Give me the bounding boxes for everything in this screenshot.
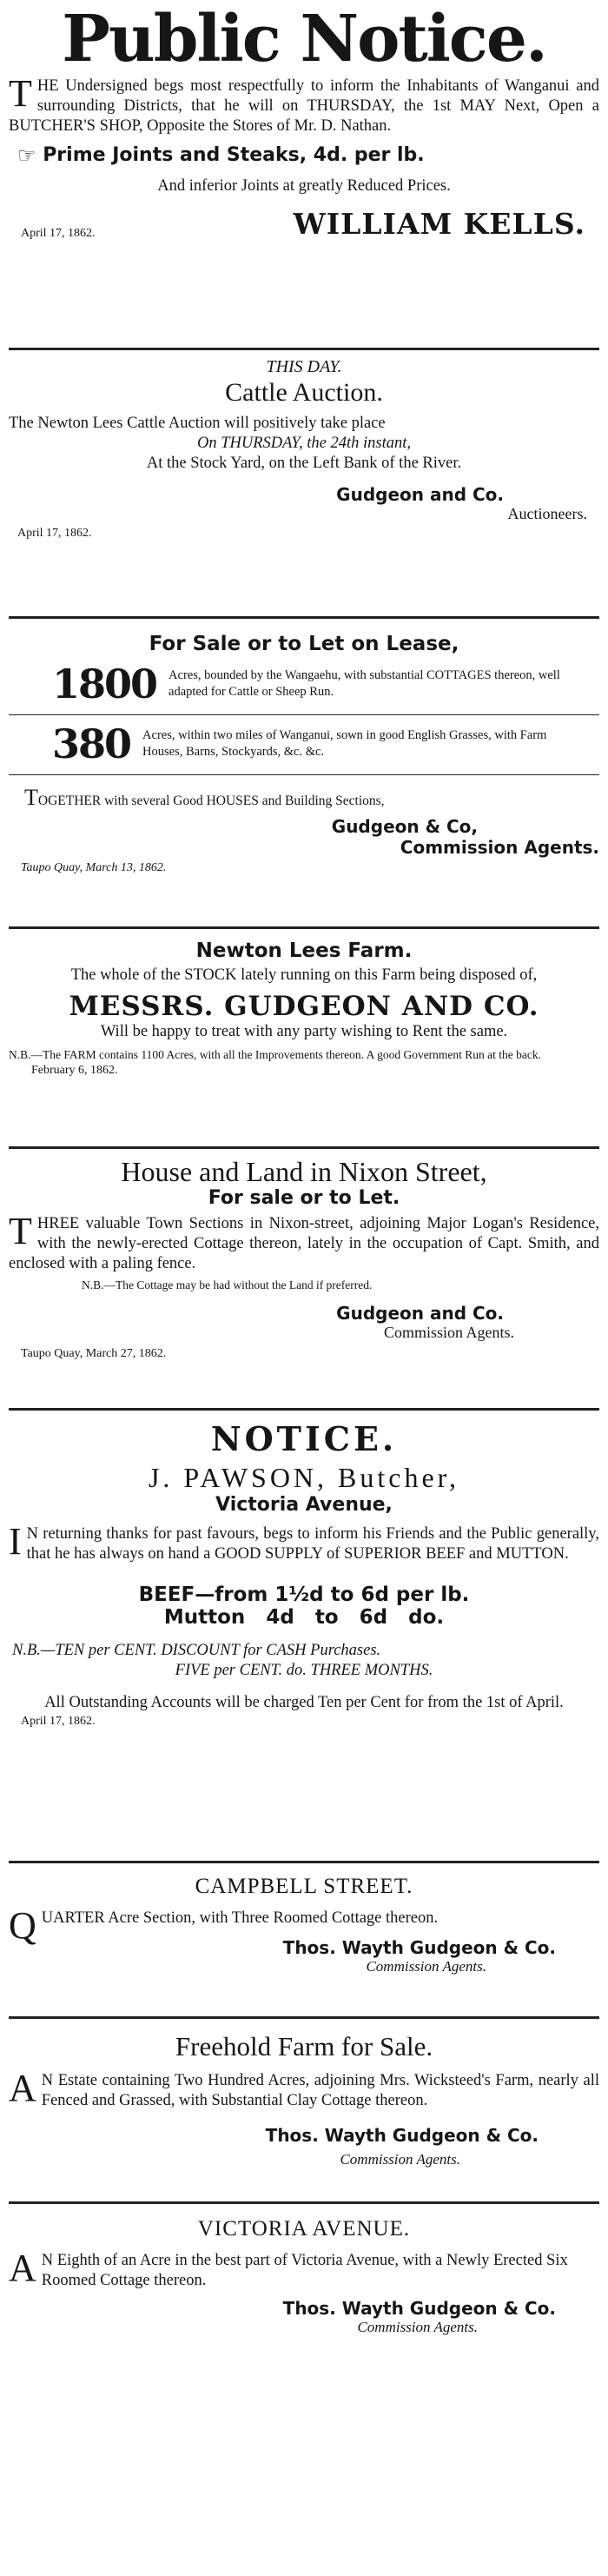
divider — [9, 348, 599, 350]
agent-role: Commission Agents. — [400, 837, 599, 858]
body-text: A N Eighth of an Acre in the best part of Victoria Avenue, with a Newly Erected Six Roomed Cottage thereon. — [9, 2247, 568, 2289]
newspaper-page — [0, 3, 608, 2576]
date: Taupo Quay, March 13, 1862. — [21, 861, 167, 874]
kicker: THIS DAY. — [266, 357, 342, 376]
ad-house-nixon-street — [9, 1156, 599, 1408]
ad-campbell-street — [9, 1874, 599, 2016]
body-text: Will be happy to treat with any party wishing to Rent the same. — [100, 1023, 508, 1040]
advertiser-name: MESSRS. GUDGEON AND CO. — [69, 991, 539, 1022]
agent-name: Thos. Wayth Gudgeon & Co. — [282, 2298, 556, 2319]
headline: Newton Lees Farm. — [195, 939, 413, 962]
ad-freehold-farm — [9, 2031, 599, 2201]
agent-role: Commission Agents. — [357, 2319, 478, 2335]
body-line: The Newton Lees Cattle Auction will positively take place — [9, 415, 386, 432]
agent-name: Gudgeon and Co. — [336, 484, 504, 505]
price-mutton: Mutton 4d to 6d do. — [163, 1606, 445, 1629]
date: April 17, 1862. — [21, 1715, 96, 1728]
ad-sale-or-lease — [9, 633, 599, 926]
price-beef: BEEF—from 1½d to 6d per lb. — [138, 1583, 470, 1606]
agent-name: Thos. Wayth Gudgeon & Co. — [265, 2125, 539, 2146]
together-line: TOGETHER with several Good HOUSES and Building Sections, — [24, 785, 385, 810]
agent-name: Gudgeon & Co, — [331, 816, 478, 837]
divider — [9, 2016, 599, 2019]
divider — [9, 774, 599, 775]
agent-name: Thos. Wayth Gudgeon & Co. — [282, 1937, 556, 1958]
ad-cattle-auction — [9, 357, 599, 616]
headline: House and Land in Nixon Street, — [121, 1156, 487, 1187]
body-line: At the Stock Yard, on the Left Bank of the River. — [146, 455, 462, 472]
date: February 6, 1862. — [31, 1064, 118, 1077]
headline: Public Notice. — [62, 2, 546, 76]
agent-role: Commission Agents. — [340, 2151, 460, 2168]
date: Taupo Quay, March 27, 1862. — [21, 1347, 167, 1360]
ad-pawson-butcher — [9, 1419, 599, 1861]
listing-380 — [9, 720, 599, 767]
body-text: THE Undersigned begs most respectfully to inform the Inhabitants of Wanganui and surrounding Districts, that he will on THURSDAY, the 1st MAY Next, Open a BUTCHER'S SHOP, Opposite the Stores of Mr. D. Nathan. — [9, 72, 599, 135]
listing-text: Acres, within two miles of Wanganui, sown in good English Grasses, with Farm Houses, Barns, Stockyards, &c. &c. — [142, 728, 547, 759]
ad-victoria-avenue — [9, 2216, 599, 2347]
advertiser-name: J. PAWSON, Butcher, — [148, 1462, 460, 1493]
listing-1800 — [9, 661, 599, 707]
divider — [9, 1408, 599, 1411]
drop-cap: Q — [9, 1904, 36, 1947]
advertiser-name: WILLIAM KELLS. — [293, 207, 585, 241]
ad-public-notice — [9, 3, 599, 348]
agent-role: Commission Agents. — [383, 1324, 514, 1341]
headline: CAMPBELL STREET. — [195, 1875, 413, 1898]
acreage-number: 1800 — [52, 661, 157, 707]
nota-bene: N.B.—TEN per CENT. DISCOUNT for CASH Purchases. — [12, 1642, 381, 1659]
pointing-hand-icon: ☞ — [17, 143, 36, 168]
headline: NOTICE. — [210, 1419, 398, 1458]
accounts-notice: All Outstanding Accounts will be charged Ten per Cent for from the 1st of April. — [44, 1694, 564, 1711]
date: April 17, 1862. — [17, 527, 92, 540]
divider — [9, 616, 599, 619]
divider — [9, 1861, 599, 1863]
body-text: THREE valuable Town Sections in Nixon-street, adjoining Major Logan's Residence, with the newly-erected Cottage thereon, lately in the occupation of Capt. Smith, and enclosed with a paling fence. — [9, 1210, 599, 1272]
drop-cap: T — [9, 72, 32, 115]
body-text: A N Estate containing Two Hundred Acres, adjoining Mrs. Wicksteed's Farm, nearly all Fenced and Grassed, with Substantial Clay Cottage thereon. — [9, 2067, 599, 2109]
nota-bene: N.B.—The Cottage may be had without the Land if preferred. — [82, 1278, 373, 1291]
inferior-joints-line: And inferior Joints at greatly Reduced Prices. — [157, 177, 451, 195]
drop-cap: A — [9, 2247, 36, 2289]
drop-cap: T — [9, 1210, 32, 1252]
headline: VICTORIA AVENUE. — [197, 2217, 411, 2241]
drop-cap: A — [9, 2067, 36, 2109]
headline: Cattle Auction. — [225, 378, 383, 407]
agent-role: Auctioneers. — [507, 505, 587, 522]
date: April 17, 1862. — [21, 227, 96, 240]
drop-cap: I — [9, 1520, 22, 1563]
listing-text: Acres, bounded by the Wangaehu, with substantial COTTAGES thereon, well adapted for Cattle or Sheep Run. — [169, 668, 560, 699]
divider — [9, 926, 599, 929]
body-text: The whole of the STOCK lately running on this Farm being disposed of, — [70, 966, 538, 984]
divider — [9, 2201, 599, 2204]
body-line: On THURSDAY, the 24th instant, — [196, 435, 411, 452]
headline: Freehold Farm for Sale. — [175, 2031, 433, 2061]
prime-joints-line: ☞ Prime Joints and Steaks, 4d. per lb. — [17, 143, 425, 168]
acreage-number: 380 — [52, 720, 131, 767]
headline: For Sale or to Let on Lease, — [149, 633, 459, 655]
nota-bene: N.B.—The FARM contains 1100 Acres, with all the Improvements thereon. A good Government Run at the back. — [9, 1048, 542, 1061]
street: Victoria Avenue, — [215, 1494, 393, 1516]
subheadline: For sale or to Let. — [208, 1187, 400, 1209]
ad-newton-lees-farm — [9, 939, 599, 1146]
agent-name: Gudgeon and Co. — [336, 1303, 504, 1324]
divider — [9, 714, 599, 715]
divider — [9, 1146, 599, 1149]
body-text: QUARTER Acre Section, with Three Roomed Cottage thereon. — [9, 1904, 439, 1947]
agent-role: Commission Agents. — [366, 1958, 486, 1975]
body-text: I N returning thanks for past favours, begs to inform his Friends and the Public generally, that he has always on hand a GOOD SUPPLY of SUPERIOR BEEF and MUTTON. — [9, 1520, 599, 1563]
nota-bene: FIVE per CENT. do. THREE MONTHS. — [175, 1662, 433, 1679]
